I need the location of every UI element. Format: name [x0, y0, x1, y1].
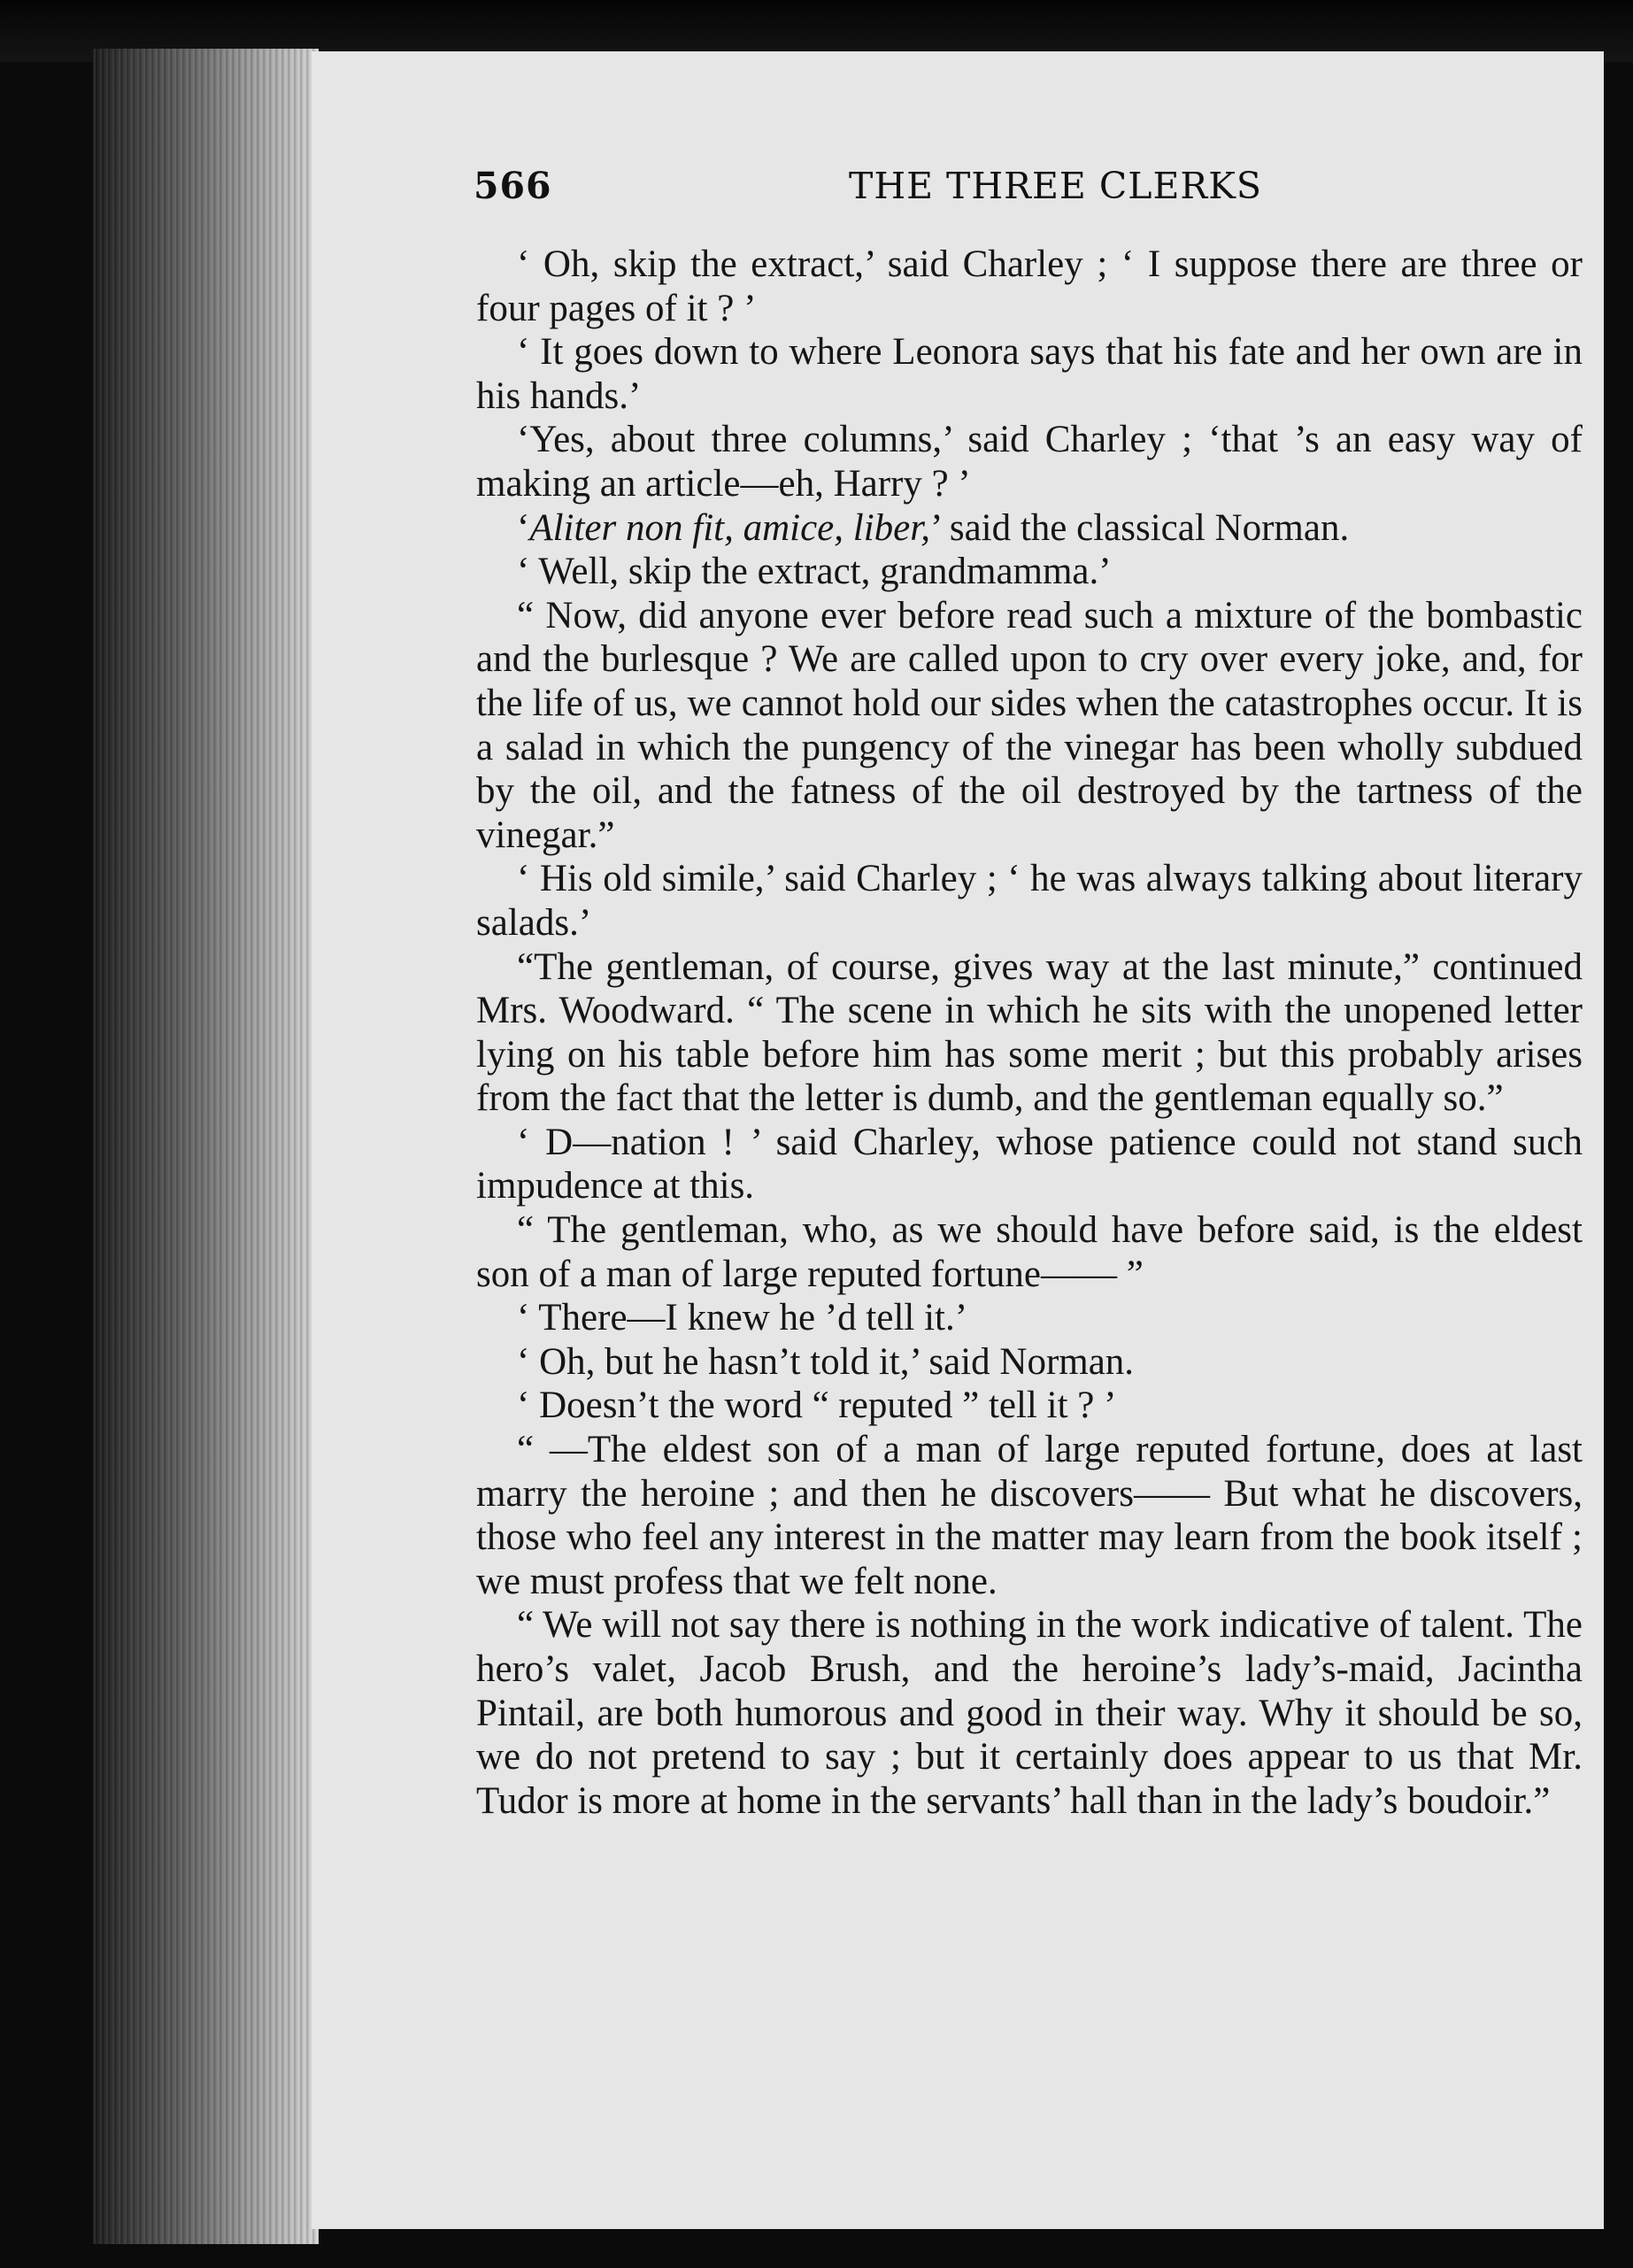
paragraph: ‘ It goes down to where Leonora says that his fate and her own are in his hands.’ [476, 331, 1583, 417]
page-header [474, 165, 1584, 218]
book-page-edges [93, 49, 319, 2244]
paragraph [476, 506, 1583, 551]
body-text [476, 243, 1583, 1823]
quote-mark: ‘ [517, 506, 530, 549]
paragraph: ‘ Oh, skip the extract,’ said Charley ; ‘ I suppose there are three or four pages of it ? ’ [476, 243, 1583, 329]
paragraph: ‘ There—I knew he ’d tell it.’ [517, 1297, 968, 1339]
paragraph: ‘Yes, about three columns,’ said Charley ; ‘that ’s an easy way of making an article—eh, Harry ? ’ [476, 419, 1583, 505]
paragraph: ‘ Well, skip the extract, grandmamma.’ [517, 551, 1112, 593]
paragraph: “ —The eldest son of a man of large reputed fortune, does at last marry the heroine ; and then he discovers—— But what he discovers, those who feel any interest in the matter may learn from the book itself ; we must profess that we felt none. [476, 1429, 1583, 1602]
paragraph: “ The gentleman, who, as we should have before said, is the eldest son of a man of large reputed fortune—— ” [476, 1209, 1583, 1295]
paragraph: “ We will not say there is nothing in the work indicative of talent. The hero’s valet, Jacob Brush, and the heroine’s lady’s-maid, Jacintha Pintail, are both humorous and good in their way. Why it should be so, we do not pretend to say ; but it certainly does appear to us that Mr. Tudor is more at home in the servants’ hall than in the lady’s boudoir.” [476, 1604, 1583, 1822]
running-title: THE THREE CLERKS [848, 165, 1263, 207]
paragraph: ‘ Oh, but he hasn’t told it,’ said Norman. [517, 1340, 1135, 1383]
paragraph: ‘ Doesn’t the word “ reputed ” tell it ? ’ [517, 1385, 1117, 1427]
latin-quotation: Aliter non fit, amice, liber, [529, 506, 930, 549]
attribution: ’ said the classical Norman. [929, 506, 1350, 549]
paragraph: ‘ His old simile,’ said Charley ; ‘ he was always talking about literary salads.’ [476, 858, 1583, 944]
paragraph: “The gentleman, of course, gives way at the last minute,” continued Mrs. Woodward. “ The scene in which he sits with the unopened letter lying on his table before him has some merit ; but this probably arises from the fact that the letter is dumb, and the gentleman equally so.” [476, 945, 1583, 1120]
paragraph: ‘ D—nation ! ’ said Charley, whose patience could not stand such impudence at this. [476, 1121, 1583, 1207]
page-number: 566 [474, 165, 552, 207]
paragraph: “ Now, did anyone ever before read such a mixture of the bombastic and the burlesque ? We are called upon to cry over every joke, and, for the life of us, we cannot hold our sides when the catastrophes occur. It is a salad in which the pungency of the vinegar has been wholly subdued by the oil, and the fatness of the oil destroyed by the tartness of the vinegar.” [476, 594, 1583, 856]
